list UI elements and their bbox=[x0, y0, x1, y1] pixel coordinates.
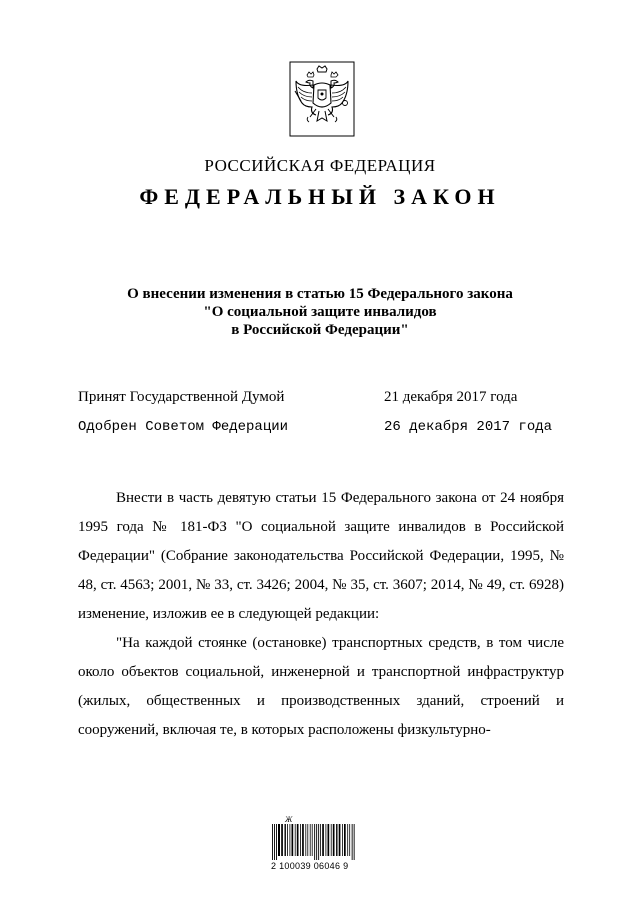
barcode-number: 2 100039 06046 9 bbox=[271, 861, 349, 871]
body-paragraph: "На каждой стоянке (остановке) транспортных средств, в том числе около объектов социальной, инженерной и транспортной инфраструктур (жилых, общественных и производственных зданий, строений и сооружений, включая те, в которых расположены физкультурно- bbox=[78, 635, 564, 738]
barcode-bar bbox=[344, 824, 346, 856]
barcode-bar bbox=[352, 824, 353, 860]
subject-line: в Российской Федерации" bbox=[231, 322, 409, 338]
council-approval-row bbox=[78, 419, 568, 435]
barcode-bar bbox=[310, 824, 311, 856]
body-paragraph: Внести в часть девятую статьи 15 Федерального закона от 24 ноября 1995 года № 181-ФЗ "О социальной защите инвалидов в Российской Федерации" (Собрание законодательства Российской Федерации, 1995, № 48, ст. 4563; 2001, № 33, ст. 3426; 2004, № 35, ст. 3607; 2014, № 49, ст. 6928) изменение, изложив ее в следующей редакции: bbox=[78, 490, 564, 622]
barcode-bar bbox=[336, 824, 337, 856]
barcode-bar bbox=[285, 824, 286, 856]
country-name: РОССИЙСКАЯ ФЕДЕРАЦИЯ bbox=[204, 156, 436, 175]
barcode-bar bbox=[339, 824, 341, 856]
barcode-bar bbox=[354, 824, 355, 860]
council-approval-label: Одобрен Советом Федерации bbox=[78, 419, 289, 435]
barcode-bar bbox=[281, 824, 283, 856]
barcode-bar bbox=[326, 824, 327, 856]
barcode-bar bbox=[331, 824, 332, 856]
duma-adoption-row bbox=[78, 389, 568, 406]
russian-double-headed-eagle-icon bbox=[289, 61, 355, 137]
barcode-bar bbox=[278, 824, 280, 856]
barcode-bar bbox=[342, 824, 343, 856]
subject-line: О внесении изменения в статью 15 Федерального закона bbox=[127, 286, 513, 302]
subject-line: "О социальной защите инвалидов bbox=[203, 304, 437, 320]
barcode-bar bbox=[292, 824, 294, 856]
barcode-bar bbox=[297, 824, 299, 856]
barcode-bar bbox=[349, 824, 350, 856]
barcode-bar bbox=[333, 824, 335, 856]
barcode-bar bbox=[302, 824, 304, 856]
barcode-bar bbox=[276, 824, 277, 860]
law-subject-title bbox=[0, 285, 640, 339]
council-approval-date: 26 декабря 2017 года bbox=[384, 419, 553, 435]
barcode-bar bbox=[295, 824, 296, 856]
duma-adoption-label: Принят Государственной Думой bbox=[78, 389, 285, 405]
duma-adoption-date: 21 декабря 2017 года bbox=[384, 389, 518, 405]
barcode-bar bbox=[320, 824, 321, 856]
barcode-bar bbox=[287, 824, 288, 856]
barcode-bar bbox=[312, 824, 313, 856]
barcode-bar bbox=[305, 824, 306, 856]
barcode-bar bbox=[274, 824, 275, 860]
barcode-bar bbox=[322, 824, 324, 856]
barcode-bar bbox=[290, 824, 291, 856]
barcode-bar bbox=[314, 824, 315, 860]
barcode-bar bbox=[318, 824, 319, 860]
barcode-bar bbox=[347, 824, 348, 856]
law-body-text bbox=[78, 484, 564, 745]
barcode-bar bbox=[328, 824, 330, 856]
barcode-bar bbox=[272, 824, 273, 860]
registration-stamp-mark: Ж bbox=[285, 815, 293, 824]
document-barcode bbox=[271, 816, 361, 871]
barcode-bar bbox=[300, 824, 301, 856]
barcode-bar bbox=[307, 824, 308, 856]
barcode-bar bbox=[316, 824, 317, 860]
barcode-bars bbox=[271, 824, 357, 860]
document-type-title: ФЕДЕРАЛЬНЫЙ ЗАКОН bbox=[139, 184, 501, 209]
